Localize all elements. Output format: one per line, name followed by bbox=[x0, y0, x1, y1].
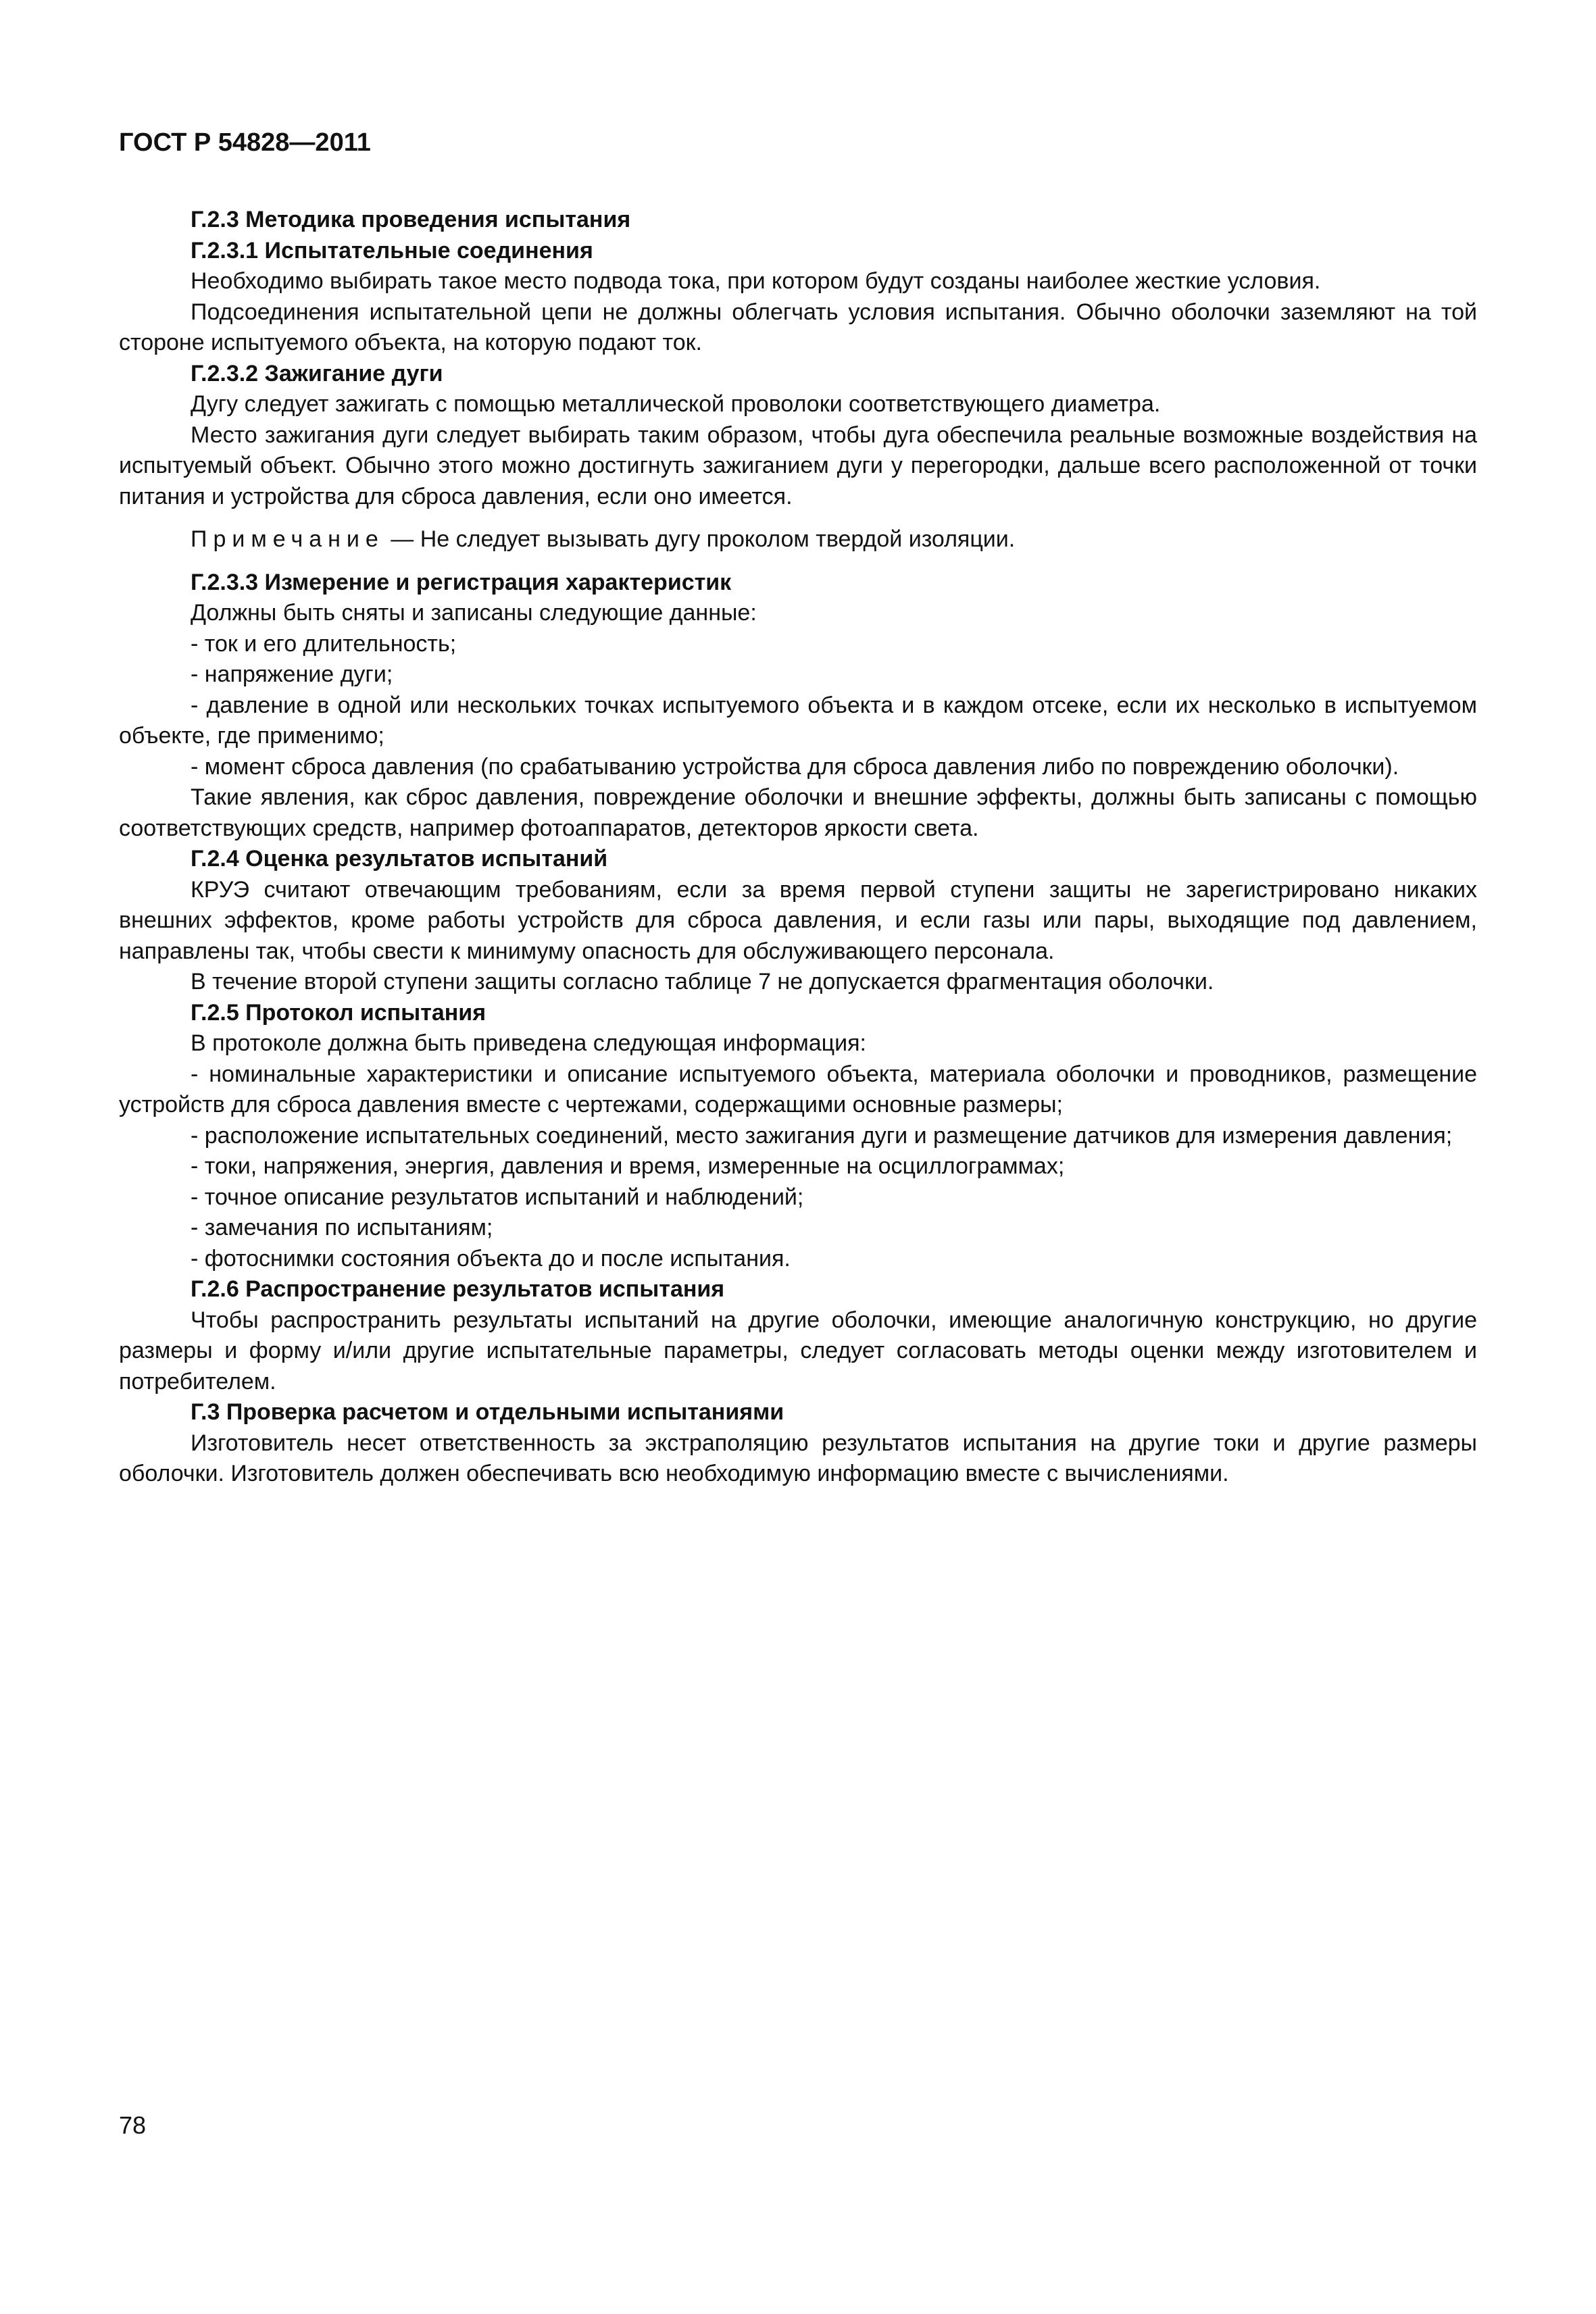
body-paragraph: КРУЭ считают отвечающим требованиям, если за время первой ступени защиты не зарегистрировано никаких внешних эффектов, кроме работы устройств для сброса давления, и если газы или пары, выходящие под давлением, направлены так, чтобы свести к минимуму опасность для обслуживающего персонала. bbox=[119, 876, 1477, 964]
body-paragraph: - замечания по испытаниям; bbox=[191, 1215, 493, 1240]
section-heading: Г.2.3 Методика проведения испытания bbox=[191, 207, 631, 232]
page-number: 78 bbox=[119, 2111, 147, 2139]
section-heading: Г.3 Проверка расчетом и отдельными испытаниями bbox=[191, 1399, 784, 1425]
note bbox=[119, 524, 1477, 555]
section-heading: Г.2.4 Оценка результатов испытаний bbox=[191, 846, 608, 872]
body-paragraph: - момент сброса давления (по срабатыванию устройства для сброса давления либо по повреждению оболочки). bbox=[191, 753, 1399, 780]
body-paragraph: - напряжение дуги; bbox=[191, 661, 393, 687]
note-label: Примечание bbox=[191, 526, 384, 552]
body-paragraph: - точное описание результатов испытаний и наблюдений; bbox=[191, 1184, 804, 1210]
body-paragraph: В течение второй ступени защиты согласно таблице 7 не допускается фрагментация оболочки. bbox=[191, 969, 1214, 995]
body-paragraph: - давление в одной или нескольких точках испытуемого объекта и в каждом отсеке, если их несколько в испытуемом объекте, где применимо; bbox=[119, 692, 1477, 749]
body-paragraph: - ток и его длительность; bbox=[191, 630, 457, 657]
body-paragraph: Дугу следует зажигать с помощью металлической проволоки соответствующего диаметра. bbox=[191, 391, 1161, 417]
body-paragraph: Подсоединения испытательной цепи не должны облегчать условия испытания. Обычно оболочки заземляют на той стороне испытуемого объекта, на которую подают ток. bbox=[119, 299, 1477, 355]
body-paragraph: Должны быть сняты и записаны следующие данные: bbox=[191, 600, 757, 626]
body-paragraph: - номинальные характеристики и описание испытуемого объекта, материала оболочки и проводников, размещение устройств для сброса давления вместе с чертежами, содержащими основные размеры; bbox=[119, 1061, 1477, 1117]
body-paragraph: Такие явления, как сброс давления, повреждение оболочки и внешние эффекты, должны быть записаны с помощью соответствующих средств, например фотоаппаратов, детекторов яркости света. bbox=[119, 784, 1477, 841]
section-heading: Г.2.3.3 Измерение и регистрация характеристик bbox=[191, 569, 732, 595]
body-paragraph: Необходимо выбирать такое место подвода тока, при котором будут созданы наиболее жесткие условия. bbox=[191, 268, 1321, 294]
document-body bbox=[119, 205, 1477, 1490]
body-paragraph: - токи, напряжения, энергия, давления и время, измеренные на осциллограммах; bbox=[191, 1153, 1065, 1179]
body-paragraph: Изготовитель несет ответственность за экстраполяцию результатов испытания на другие токи и другие размеры оболочки. Изготовитель должен обеспечивать всю необходимую информацию вместе с вычислениями. bbox=[119, 1430, 1477, 1486]
section-heading: Г.2.5 Протокол испытания bbox=[191, 999, 487, 1026]
body-paragraph: Чтобы распространить результаты испытаний на другие оболочки, имеющие аналогичную конструкцию, но другие размеры и форму и/или другие испытательные параметры, следует согласовать методы оценки между изготовителем и потребителем. bbox=[119, 1307, 1477, 1394]
note-text: — Не следует вызывать дугу проколом твердой изоляции. bbox=[384, 526, 1016, 552]
section-heading: Г.2.3.2 Зажигание дуги bbox=[191, 360, 443, 386]
body-paragraph: - фотоснимки состояния объекта до и после испытания. bbox=[191, 1245, 791, 1272]
body-paragraph: Место зажигания дуги следует выбирать таким образом, чтобы дуга обеспечила реальные возможные воздействия на испытуемый объект. Обычно этого можно достигнуть зажиганием дуги у перегородки, дальше всего расположенной от точки питания и устройства для сброса давления, если оно имеется. bbox=[119, 422, 1477, 509]
body-paragraph: - расположение испытательных соединений, место зажигания дуги и размещение датчиков для измерения давления; bbox=[191, 1122, 1453, 1149]
section-heading: Г.2.3.1 Испытательные соединения bbox=[191, 237, 593, 263]
body-paragraph: В протоколе должна быть приведена следующая информация: bbox=[191, 1030, 866, 1056]
page-header-standard-code: ГОСТ Р 54828—2011 bbox=[119, 128, 371, 157]
section-heading: Г.2.6 Распространение результатов испытания bbox=[191, 1276, 725, 1302]
